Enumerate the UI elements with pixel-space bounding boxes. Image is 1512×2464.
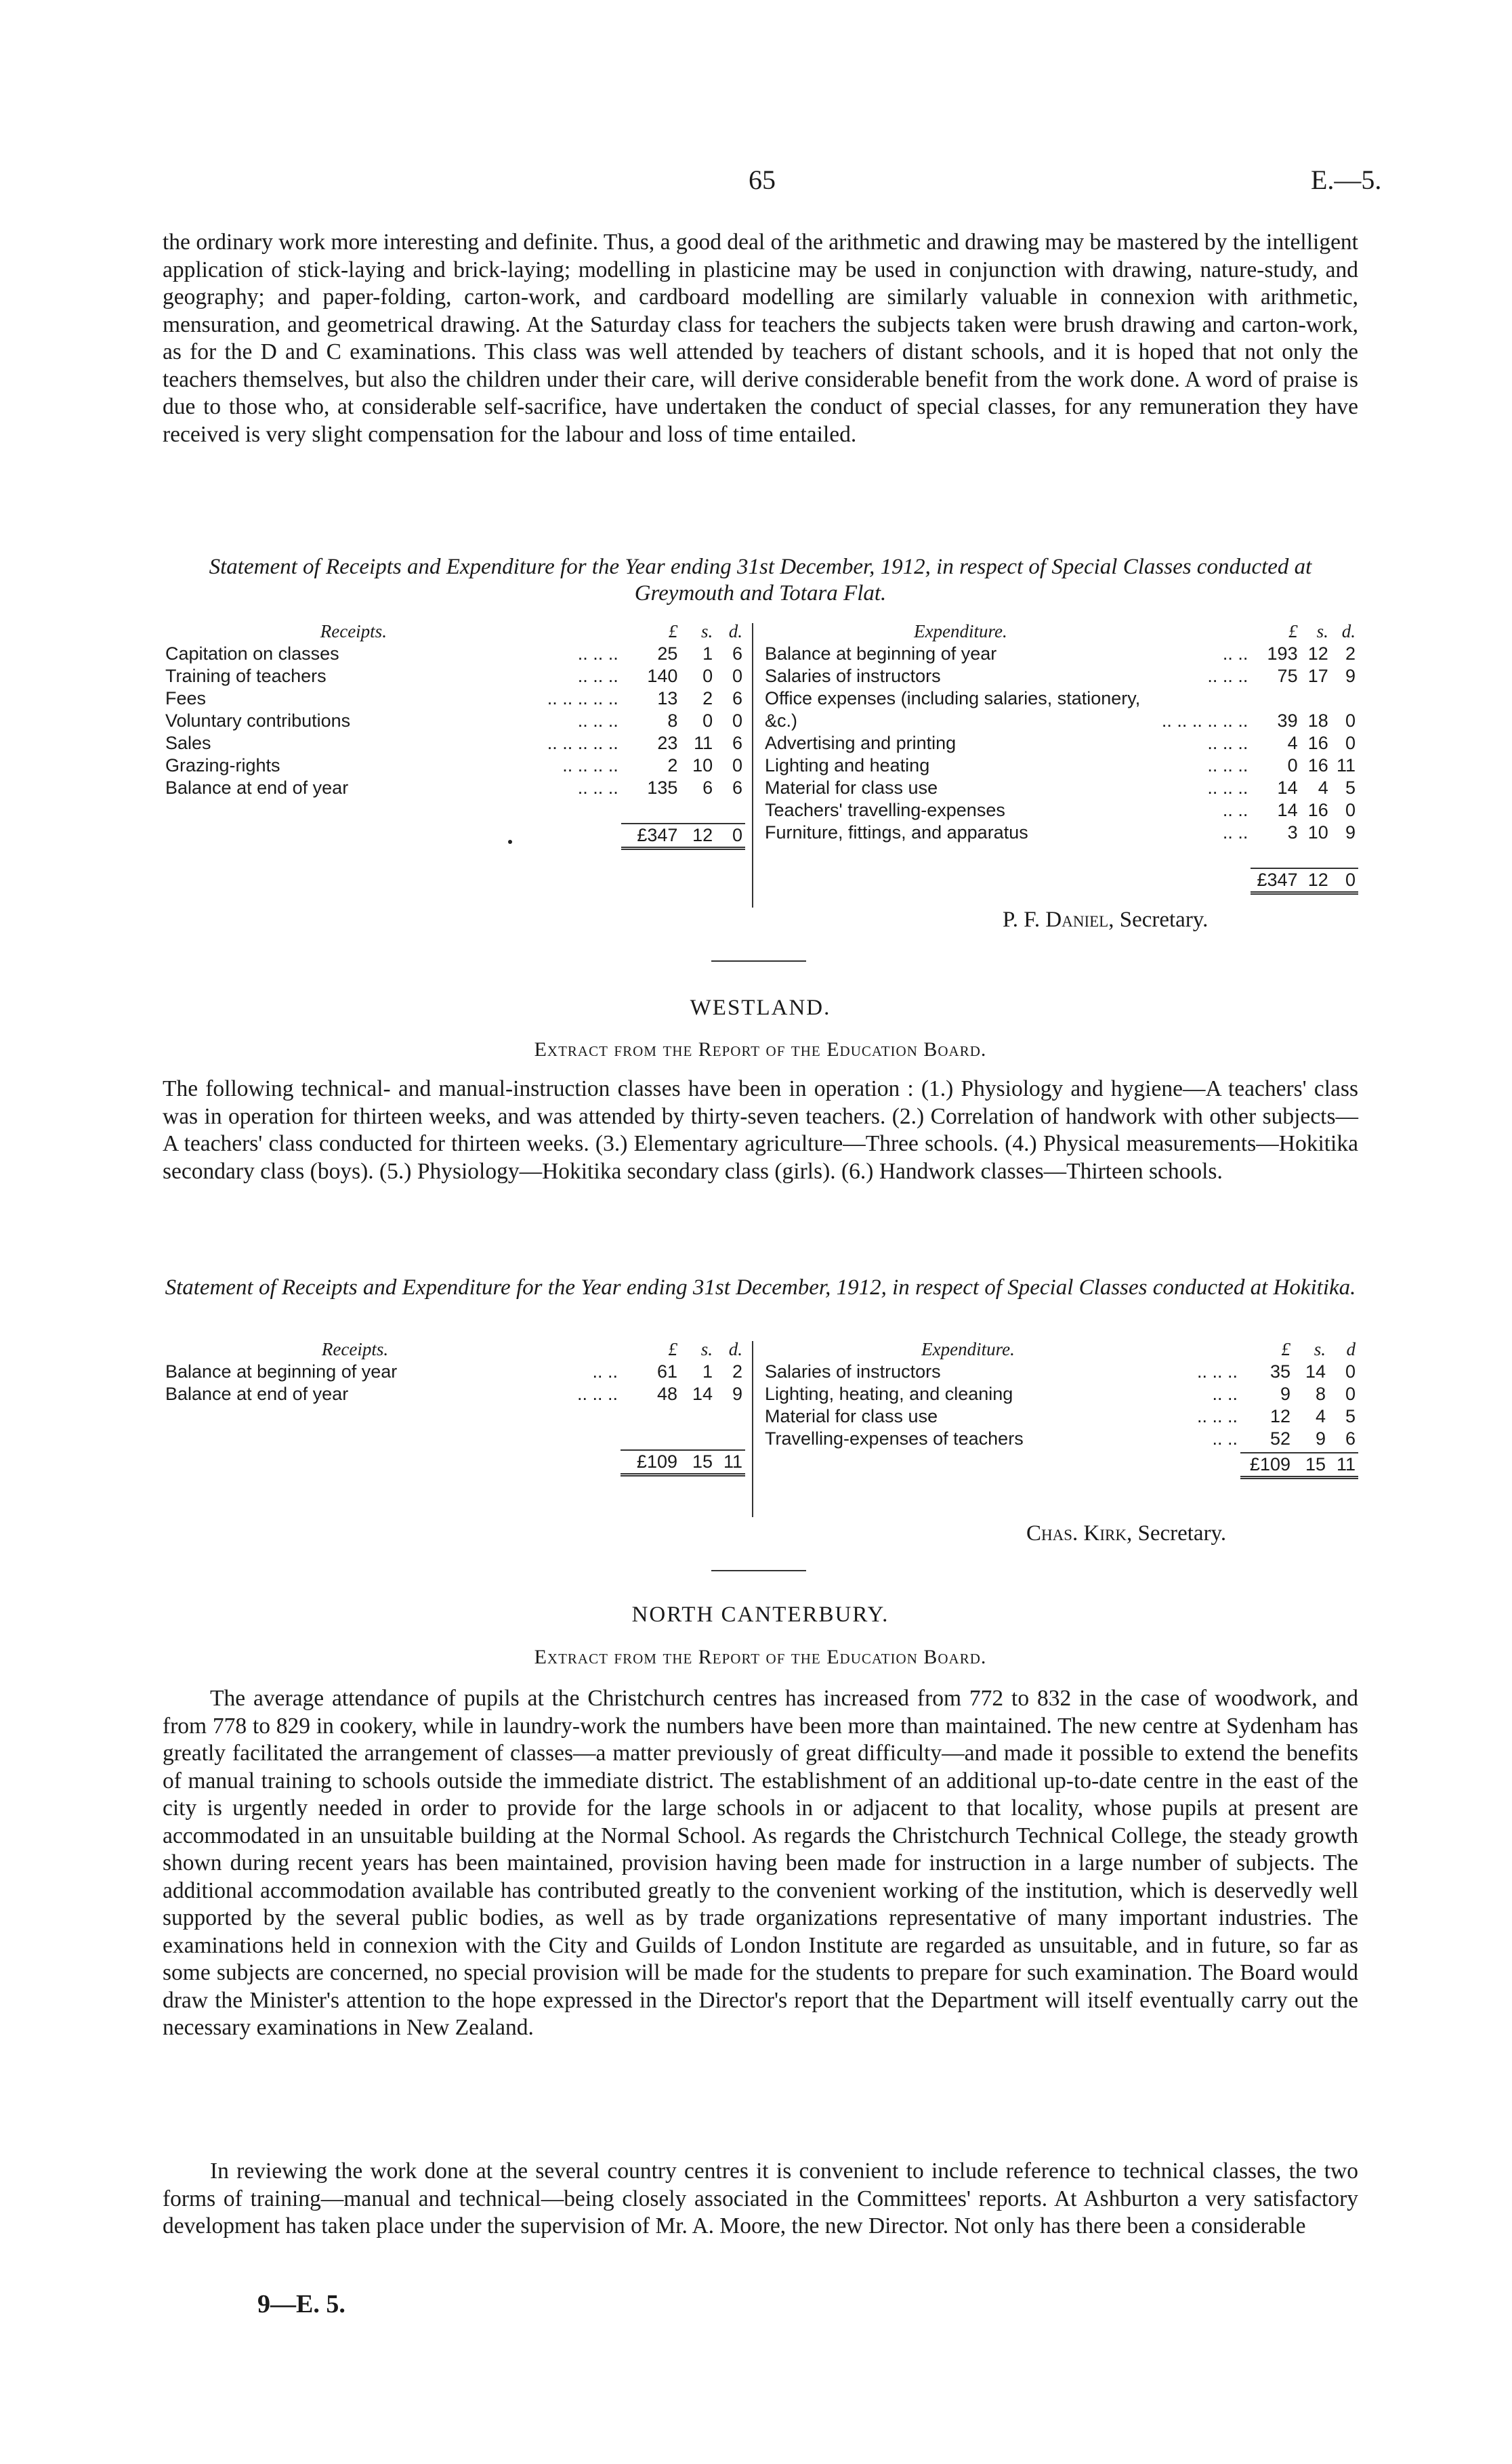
- ledger-label: Lighting, heating, and cleaning: [765, 1384, 1013, 1404]
- ledger-row: [163, 1383, 745, 1405]
- ledger-label: Travelling-expenses of teachers: [765, 1428, 1024, 1449]
- signature-name: P. F. Daniel,: [1003, 908, 1114, 932]
- ledger-label: Capitation on classes: [165, 643, 339, 664]
- receipts-total-shillings: 15: [680, 1450, 715, 1475]
- statement-2-caption: Statement of Receipts and Expenditure for the Year ending 31st December, 1912, in respect of Special Classes conducted at Hokitika.: [165, 1275, 1356, 1300]
- amount-shillings: 0: [702, 666, 713, 686]
- ledger-row: [163, 687, 745, 710]
- westland-subheading: Extract from the Report of the Education Board.: [534, 1038, 987, 1061]
- leader-dots: .. ..: [1212, 1428, 1238, 1449]
- amount-pence: 0: [1345, 1384, 1356, 1404]
- amount-pounds: 3: [1287, 822, 1298, 843]
- amount-pounds: 9: [1280, 1384, 1290, 1404]
- expenditure-total-pence: 11: [1328, 1453, 1358, 1478]
- intro-paragraph: the ordinary work more interesting and definite. Thus, a good deal of the arithmetic and drawing may be mastered by the intelligent application of stick-laying and brick-laying; modelling in plasticine may be used in conjunction with drawing, nature-study, and geography; and paper-folding, carton-work, and cardboard modelling are similarly valuable in connexion with arithmetic, mensuration, and geometrical drawing. At the Saturday class for teachers the subjects taken were brush drawing and carton-work, as for the D and C examinations. This class was well attended by teachers of distant schools, and it is hoped that not only the teachers themselves, but also the children under their care, will derive considerable benefit from the work done. A word of praise is due to those who, at considerable self-sacrifice, have undertaken the conduct of special classes, for any remuneration they have received is very slight compensation for the labour and loss of time entailed.: [163, 230, 1358, 447]
- amount-pounds: 12: [1269, 1406, 1290, 1426]
- col-pence: d.: [728, 1339, 742, 1359]
- col-pounds: £: [668, 621, 678, 641]
- col-pence: d.: [1341, 621, 1356, 641]
- amount-pence: 2: [732, 1361, 742, 1382]
- ledger-row: [762, 822, 1358, 844]
- amount-shillings: 10: [1307, 822, 1328, 843]
- ledger-row: [762, 732, 1358, 755]
- amount-shillings: 8: [1315, 1384, 1326, 1404]
- amount-pounds: 140: [647, 666, 678, 686]
- receipts-total-pence: 11: [715, 1450, 745, 1475]
- amount-pence: [1331, 687, 1358, 710]
- amount-pence: 6: [732, 778, 742, 798]
- leader-dots: .. .. ..: [1207, 778, 1248, 798]
- ledger-row: [762, 1383, 1358, 1405]
- col-pounds: £: [668, 1339, 677, 1359]
- ledger-row: [163, 755, 745, 777]
- ledger-row: [163, 710, 745, 732]
- col-pounds: £: [1281, 1339, 1290, 1359]
- amount-shillings: 16: [1307, 733, 1328, 753]
- ledger-row: [762, 710, 1358, 732]
- amount-shillings: 1: [702, 643, 713, 664]
- amount-pence: 0: [1345, 800, 1356, 820]
- ledger-row: [163, 777, 745, 799]
- amount-pence: 9: [732, 1384, 742, 1404]
- section-rule: [711, 1570, 806, 1571]
- signature-title: Secretary.: [1119, 908, 1209, 932]
- ledger-label: Teachers' travelling-expenses: [765, 800, 1005, 820]
- amount-pence: 0: [732, 755, 742, 776]
- amount-shillings: 14: [1305, 1361, 1326, 1382]
- amount-pence: 0: [1345, 1361, 1356, 1382]
- ledger-row: [163, 732, 745, 755]
- amount-shillings: 12: [1307, 643, 1328, 664]
- receipts-total-pence: 0: [715, 824, 745, 849]
- leader-dots: .. ..: [1222, 643, 1248, 664]
- amount-pence: 2: [1345, 643, 1356, 664]
- amount-pence: 0: [1345, 710, 1356, 731]
- ledger-row: [762, 1361, 1358, 1383]
- col-pounds: £: [1288, 621, 1298, 641]
- receipts-total-pounds: £347: [621, 824, 681, 849]
- signature-title: Secretary.: [1137, 1521, 1227, 1546]
- amount-pounds: 35: [1269, 1361, 1290, 1382]
- ledger-label: Lighting and heating: [765, 755, 930, 776]
- statement-2-expenditure: [762, 1338, 1358, 1479]
- receipts-heading: Receipts.: [321, 1339, 389, 1359]
- signature-2: [1026, 1521, 1226, 1546]
- amount-shillings: 11: [694, 733, 713, 753]
- signature-1: [1003, 908, 1208, 933]
- amount-shillings: 16: [1307, 755, 1328, 776]
- amount-pence: 6: [732, 643, 742, 664]
- page-number: 65: [749, 165, 776, 195]
- leader-dots: [1159, 687, 1251, 710]
- ledger-row: [762, 665, 1358, 687]
- amount-pounds: 23: [657, 733, 678, 753]
- col-pence: d.: [728, 621, 742, 641]
- col-shillings: s.: [1314, 1339, 1326, 1359]
- leader-dots: .. ..: [1222, 800, 1248, 820]
- receipts-total-shillings: 12: [680, 824, 715, 849]
- expenditure-heading: Expenditure.: [921, 1339, 1015, 1359]
- statement-2-receipts: [163, 1338, 745, 1477]
- receipts-total-pounds: £109: [621, 1450, 680, 1475]
- expenditure-total-shillings: 15: [1293, 1453, 1328, 1478]
- amount-pounds: 52: [1269, 1428, 1290, 1449]
- amount-pounds: 13: [657, 688, 678, 708]
- amount-shillings: 6: [702, 778, 713, 798]
- col-shillings: s.: [700, 621, 713, 641]
- westland-paragraph: The following technical- and manual-instruction classes have been in operation : (1.) Physiology and hygiene—A teachers' class was in operation for thirteen weeks, and was attended by thirty-seven teachers. (2.) Correlation of handwork with other subjects—A teachers' class conducted for thirteen weeks. (3.) Elementary agriculture—Three schools. (4.) Physical measurements—Hokitika secondary class (boys). (5.) Physiology—Hokitika secondary class (girls). (6.) Handwork classes—Thirteen schools.: [163, 1076, 1358, 1184]
- ledger-row: [762, 1405, 1358, 1428]
- leader-dots: .. .. .. .. ..: [547, 688, 618, 708]
- amount-pence: 9: [1345, 666, 1356, 686]
- ledger-row: [762, 1428, 1358, 1450]
- leader-dots: .. ..: [1212, 1384, 1238, 1404]
- leader-dots: .. .. ..: [1196, 1361, 1238, 1382]
- amount-pounds: 48: [656, 1384, 677, 1404]
- amount-pounds: 75: [1277, 666, 1298, 686]
- ledger-row: [762, 687, 1358, 710]
- col-shillings: s.: [700, 1339, 713, 1359]
- westland-heading: WESTLAND.: [690, 996, 831, 1020]
- signature-mark: 9—E. 5.: [257, 2290, 345, 2318]
- amount-pounds: 61: [656, 1361, 677, 1382]
- amount-pounds: [1251, 687, 1300, 710]
- amount-pounds: 14: [1277, 800, 1298, 820]
- amount-pence: 6: [1345, 1428, 1356, 1449]
- ledger-label: Balance at beginning of year: [165, 1361, 398, 1382]
- amount-pence: 6: [732, 688, 742, 708]
- column-divider: [752, 623, 753, 908]
- receipts-heading: Receipts.: [320, 621, 387, 641]
- expenditure-total-shillings: 12: [1301, 868, 1331, 893]
- ledger-label: Balance at beginning of year: [765, 643, 997, 664]
- ledger-label: Advertising and printing: [765, 733, 957, 753]
- amount-pence: 0: [732, 710, 742, 731]
- amount-shillings: 2: [702, 688, 713, 708]
- amount-pounds: 39: [1277, 710, 1298, 731]
- ledger-label: Fees: [165, 688, 207, 708]
- amount-pounds: 8: [667, 710, 678, 731]
- ledger-row: [762, 777, 1358, 799]
- amount-pounds: 0: [1287, 755, 1298, 776]
- north-canterbury-paragraph-2: In reviewing the work done at the several country centres it is convenient to include reference to technical classes, the two forms of training—manual and technical—being closely associated in the Committees' reports. At Ashburton a very satisfactory development has taken place under the supervision of Mr. A. Moore, the new Director. Not only has there been a considerable: [163, 2159, 1358, 2238]
- amount-pounds: 135: [647, 778, 678, 798]
- amount-pounds: 193: [1267, 643, 1298, 664]
- expenditure-total-pence: 0: [1331, 868, 1358, 893]
- ledger-label: Salaries of instructors: [765, 1361, 941, 1382]
- col-shillings: s.: [1316, 621, 1328, 641]
- expenditure-total-pounds: £347: [1251, 868, 1300, 893]
- leader-dots: .. .. ..: [577, 710, 618, 731]
- ledger-label: Salaries of instructors: [765, 666, 941, 686]
- amount-shillings: [1301, 687, 1331, 710]
- leader-dots: .. .. ..: [577, 666, 618, 686]
- section-rule: [711, 960, 806, 962]
- ledger-row: [163, 665, 745, 687]
- leader-dots: .. .. .. .. .. ..: [1161, 710, 1248, 731]
- amount-pence: 0: [732, 666, 742, 686]
- leader-dots: .. ..: [1222, 822, 1248, 843]
- leader-dots: .. .. ..: [1207, 666, 1248, 686]
- ledger-row: [163, 1361, 745, 1383]
- amount-shillings: 0: [702, 710, 713, 731]
- amount-pence: 5: [1345, 778, 1356, 798]
- signature-name: Chas. Kirk,: [1026, 1521, 1133, 1546]
- amount-shillings: 16: [1307, 800, 1328, 820]
- leader-dots: .. .. .. ..: [562, 755, 618, 776]
- leader-dots: .. .. .. .. ..: [547, 733, 618, 753]
- north-canterbury-paragraph-1: The average attendance of pupils at the Christchurch centres has increased from 772 to 832 in the case of woodwork, and from 778 to 829 in cookery, while in laundry-work the numbers have been more than maintained. The new centre at Sydenham has greatly facilitated the arrangement of classes—a matter previously of great difficulty—and made it possible to extend the benefits of manual training to schools outside the immediate district. The establishment of an additional up-to-date centre in the east of the city is urgently needed in order to provide for the large schools in or adjacent to that locality, whose pupils at present are accommodated in an unsuitable building at the Normal School. As regards the Christchurch Technical College, the steady growth shown during recent years has been maintained, provision having been made for instruction in a large number of subjects. The additional accommodation available has contributed greatly to the convenient working of the institution, which is deservedly well supported by the several public bodies, as well as by trade organizations representative of many important industries. The examinations held in connexion with the City and Guilds of London Institute are regarded as unsuitable, and in future, so far as some subjects are concerned, no special provision will be made for the students to prepare for such examination. The Board would draw the Minister's attention to the hope expressed in the Director's report that the Department will itself eventually carry out the necessary examinations in New Zealand.: [163, 1686, 1358, 2040]
- ledger-row: [163, 643, 745, 665]
- ledger-row: [762, 799, 1358, 822]
- expenditure-heading: Expenditure.: [914, 621, 1007, 641]
- amount-pence: 11: [1336, 755, 1356, 776]
- amount-pence: 6: [732, 733, 742, 753]
- amount-shillings: 4: [1318, 778, 1328, 798]
- document-reference: E.—5.: [1311, 165, 1382, 195]
- leader-dots: .. .. ..: [1207, 733, 1248, 753]
- ledger-label: Material for class use: [765, 1406, 938, 1426]
- amount-pounds: 4: [1287, 733, 1298, 753]
- amount-shillings: 18: [1307, 710, 1328, 731]
- amount-shillings: 1: [702, 1361, 713, 1382]
- leader-dots: .. .. ..: [1196, 1406, 1238, 1426]
- ledger-label: Voluntary contributions: [165, 710, 351, 731]
- leader-dots: .. .. ..: [1207, 755, 1248, 776]
- north-canterbury-heading: NORTH CANTERBURY.: [631, 1602, 889, 1627]
- ledger-label: Balance at end of year: [165, 1384, 349, 1404]
- leader-dots: .. .. ..: [577, 643, 618, 664]
- amount-shillings: 4: [1315, 1406, 1326, 1426]
- north-canterbury-subheading: Extract from the Report of the Education Board.: [534, 1646, 987, 1668]
- ledger-label: Material for class use: [765, 778, 938, 798]
- amount-pounds: 2: [667, 755, 678, 776]
- ledger-row: [762, 755, 1358, 777]
- amount-pence: 9: [1345, 822, 1356, 843]
- ledger-label: Sales: [165, 733, 211, 753]
- amount-shillings: 17: [1307, 666, 1328, 686]
- print-mark: [508, 840, 512, 844]
- col-pence: d: [1346, 1339, 1356, 1359]
- statement-1-caption: Statement of Receipts and Expenditure for the Year ending 31st December, 1912, in respect of Special Classes conducted at Greymouth and Totara Flat.: [209, 555, 1312, 606]
- leader-dots: .. .. ..: [576, 1384, 618, 1404]
- amount-shillings: 10: [692, 755, 713, 776]
- ledger-row: [762, 643, 1358, 665]
- leader-dots: .. ..: [592, 1361, 618, 1382]
- amount-pounds: 25: [657, 643, 678, 664]
- amount-pence: 5: [1345, 1406, 1356, 1426]
- ledger-label: Balance at end of year: [165, 778, 349, 798]
- ledger-label: Office expenses (including salaries, stationery,: [765, 688, 1141, 708]
- column-divider: [752, 1341, 753, 1517]
- statement-1-expenditure: [762, 620, 1358, 895]
- amount-pounds: 14: [1277, 778, 1298, 798]
- ledger-label: &c.): [765, 710, 798, 731]
- ledger-label: Grazing-rights: [165, 755, 280, 776]
- amount-shillings: 14: [692, 1384, 713, 1404]
- expenditure-total-pounds: £109: [1240, 1453, 1293, 1478]
- amount-shillings: 9: [1315, 1428, 1326, 1449]
- ledger-label: Training of teachers: [165, 666, 327, 686]
- leader-dots: .. .. ..: [577, 778, 618, 798]
- ledger-label: Furniture, fittings, and apparatus: [765, 822, 1028, 843]
- amount-pence: 0: [1345, 733, 1356, 753]
- statement-1-receipts: [163, 620, 745, 850]
